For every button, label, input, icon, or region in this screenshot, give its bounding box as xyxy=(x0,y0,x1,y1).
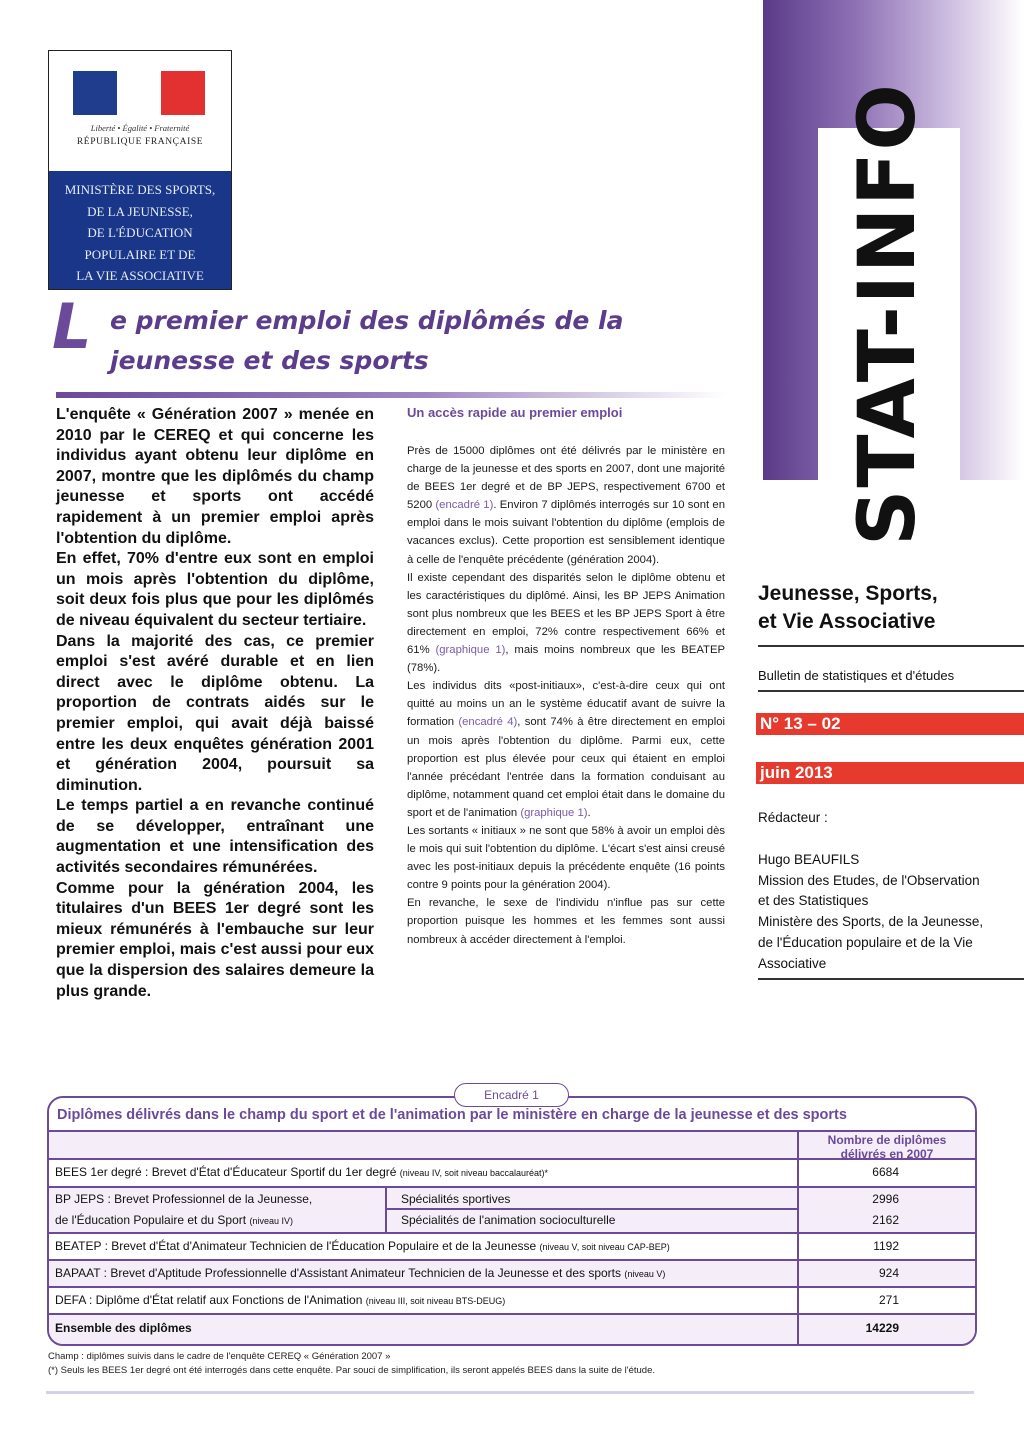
brand-title: STAT-INFO xyxy=(843,82,933,546)
ministry-name-box xyxy=(49,171,231,289)
ministry-line: MINISTÈRE DES SPORTS, xyxy=(64,182,216,197)
author-label: Rédacteur : xyxy=(758,810,828,825)
issue-number: N° 13 – 02 xyxy=(760,714,841,733)
lead-paragraph: En effet, 70% d'entre eux sont en emploi un mois après l'obtention du diplôme, soit deux fois plus que pour les diplômés de niveau équivalent du secteur tertiaire. xyxy=(56,550,374,629)
ministry-logo xyxy=(48,50,232,290)
ministry-line: LA VIE ASSOCIATIVE xyxy=(76,268,204,283)
reference-link[interactable]: (graphique 1) xyxy=(435,644,506,657)
divider xyxy=(758,978,1024,980)
diplomas-table xyxy=(47,1096,977,1346)
bottom-divider xyxy=(46,1391,974,1394)
author-block xyxy=(758,850,1020,974)
article-title-line-1: e premier emploi des diplômés de la xyxy=(110,306,624,335)
body-paragraph: Près de 15000 diplômes ont été délivrés par le ministère en charge de la jeunesse et des sports en 2007, dont une majorité de BEES 1er degré et de BP JEPS, respectivement 6700 et 5200 (encadré 1). Environ 7 diplômés interrogés sur 10 sont en emploi dans le mois suivant l'obtention du diplôme (emplois de vacances exclus). Cette proportion est sensiblement identique à celle de l'enquête précédente (génération 2004). xyxy=(407,445,725,566)
value-beatep: 1192 xyxy=(873,1239,899,1253)
title-initial: L xyxy=(52,290,92,363)
value-bapaat: 924 xyxy=(878,1266,899,1280)
author-name: Hugo BEAUFILS xyxy=(758,852,860,867)
table-row-total: Ensemble des diplômes xyxy=(55,1321,192,1335)
subrow-sport: Spécialités sportives xyxy=(401,1192,511,1206)
column-header: Nombre de diplômes délivrés en 2007 xyxy=(827,1133,947,1161)
publication-section: Jeunesse, Sports, et Vie Associative xyxy=(758,582,938,633)
ministry-line: POPULAIRE ET DE xyxy=(84,246,196,262)
title-underline xyxy=(56,392,726,398)
author-line: et des Statistiques xyxy=(758,893,869,909)
table-notes xyxy=(48,1350,655,1378)
reference-link[interactable]: (encadré 1) xyxy=(435,499,494,512)
value-bees: 6684 xyxy=(872,1165,899,1179)
value-bpjeps-animation: 2162 xyxy=(872,1213,899,1227)
author-line: Ministère des Sports, de la Jeunesse, xyxy=(758,914,984,930)
issue-date: juin 2013 xyxy=(760,763,833,782)
table-row-bapaat: BAPAAT : Brevet d'Aptitude Professionnelle d'Assistant Animateur Technicien de la Jeunesse et des sports (niveau V) xyxy=(55,1266,666,1280)
body-paragraph: Les sortants « initiaux » ne sont que 58% à avoir un emploi dès le mois qui suit l'obtention du diplôme. L'écart s'est ainsi creusé avec les post-initiaux depuis la précédente enquête (16 points contre 9 points pour la génération 2004). xyxy=(407,824,725,892)
note-line: Champ : diplômes suivis dans le cadre de l'enquête CEREQ « Génération 2007 » xyxy=(48,1351,391,1362)
lead-paragraph: L'enquête « Génération 2007 » menée en 2010 par le CEREQ et qui concerne les individus ayant obtenu leur diplôme en 2007, montre que les diplômés du champ jeunesse et sports ont accédé rapidement à un premier emploi après l'obtention du diplôme. xyxy=(56,406,374,547)
value-bpjeps-sport: 2996 xyxy=(872,1192,899,1206)
table-row-bpjeps: BP JEPS : Brevet Professionnel de la Jeunesse, xyxy=(55,1192,313,1206)
value-total: 14229 xyxy=(865,1321,899,1335)
divider xyxy=(758,645,1024,647)
lead-summary xyxy=(56,405,374,1002)
lead-paragraph: Le temps partiel a en revanche continué de se développer, entraînant une augmentation et une intensification des activités secondaires rémunérées. xyxy=(56,797,374,877)
subrow-animation: Spécialités de l'animation socioculturelle xyxy=(401,1213,616,1227)
bulletin-label: Bulletin de statistiques et d'études xyxy=(758,668,955,683)
body-paragraph: Les individus dits «post-initiaux», c'est-à-dire ceux qui ont quitté au moins un an le système éducatif avant de suivre la formation (encadré 4), sont 74% à être directement en emploi un mois après l'obtention du diplôme. Parmi eux, cette proportion est plus élevée pour ceux qui étaient en emploi l'année précédant l'entrée dans la formation conduisant au diplôme, notamment quand cet emploi était dans le domaine du sport et de l'animation (graphique 1). xyxy=(407,680,725,819)
reference-link[interactable]: (graphique 1) xyxy=(520,806,588,819)
table-row-bpjeps-2: de l'Éducation Populaire et du Sport (niveau IV) xyxy=(55,1213,293,1227)
encadre-tab: Encadré 1 xyxy=(454,1083,569,1107)
lead-paragraph: Comme pour la génération 2004, les titulaires d'un BEES 1er degré sont les mieux rémunérés à l'embauche sur leur premier emploi, mais c'est aussi pour eux que la dispersion des salaires demeure la plus grande. xyxy=(56,879,374,1000)
value-defa: 271 xyxy=(878,1293,899,1307)
article-title-line-2: jeunesse et des sports xyxy=(110,346,429,375)
table-row-defa: DEFA : Diplôme d'État relatif aux Fonctions de l'Animation (niveau III, soit niveau BTS-DEUG) xyxy=(55,1293,506,1307)
body-paragraph: Il existe cependant des disparités selon le diplôme obtenu et les caractéristiques du diplômé. Ainsi, les BP JEPS Animation sont plus nombreux que les BEES et les BP JEPS Sport à être directement en emploi, 72% contre respectivement 66% et 61% (graphique 1), mais moins nombreux que les BEATEP (78%). xyxy=(407,571,726,675)
section-heading: Un accès rapide au premier emploi xyxy=(407,405,623,420)
logo-republique: RÉPUBLIQUE FRANÇAISE xyxy=(76,137,204,147)
logo-motto: Liberté • Égalité • Fraternité xyxy=(90,123,190,133)
divider xyxy=(758,690,1024,692)
ministry-line: DE LA JEUNESSE, xyxy=(87,203,193,219)
article-body xyxy=(407,442,725,949)
author-line: de l'Éducation populaire et de la Vie xyxy=(758,934,973,950)
reference-link[interactable]: (encadré 4) xyxy=(458,716,518,729)
table-row-bees: BEES 1er degré : Brevet d'État d'Éducateur Sportif du 1er degré (niveau IV, soit niveau baccalauréat)* xyxy=(55,1165,549,1179)
marianne-flag-icon xyxy=(73,71,205,115)
author-line: Mission des Etudes, de l'Observation xyxy=(758,872,980,888)
ministry-line: DE L'ÉDUCATION xyxy=(87,225,193,240)
author-line: Associative xyxy=(758,955,827,971)
lead-paragraph: Dans la majorité des cas, ce premier emploi s'est avéré durable et en lien direct avec le diplôme obtenu. La proportion de contrats aidés sur le premier emploi, qui avait déjà baissé entre les deux enquêtes génération 2001 et génération 2004, poursuit sa diminution. xyxy=(56,632,374,794)
table-row-beatep: BEATEP : Brevet d'État d'Animateur Technicien de l'Éducation Populaire et de la Jeunesse (niveau V, soit niveau CAP-BEP) xyxy=(55,1239,670,1253)
table-title: Diplômes délivrés dans le champ du sport et de l'animation par le ministère en charge de la jeunesse et des sports xyxy=(49,1098,975,1131)
note-line: (*) Seuls les BEES 1er degré ont été interrogés dans cette enquête. Par souci de simplification, ils seront appelés BEES dans la suite de l'étude. xyxy=(48,1365,655,1376)
body-paragraph: En revanche, le sexe de l'individu n'influe pas sur cette proportion puisque les hommes et les femmes sont aussi nombreux à accéder directement à l'emploi. xyxy=(407,897,725,946)
